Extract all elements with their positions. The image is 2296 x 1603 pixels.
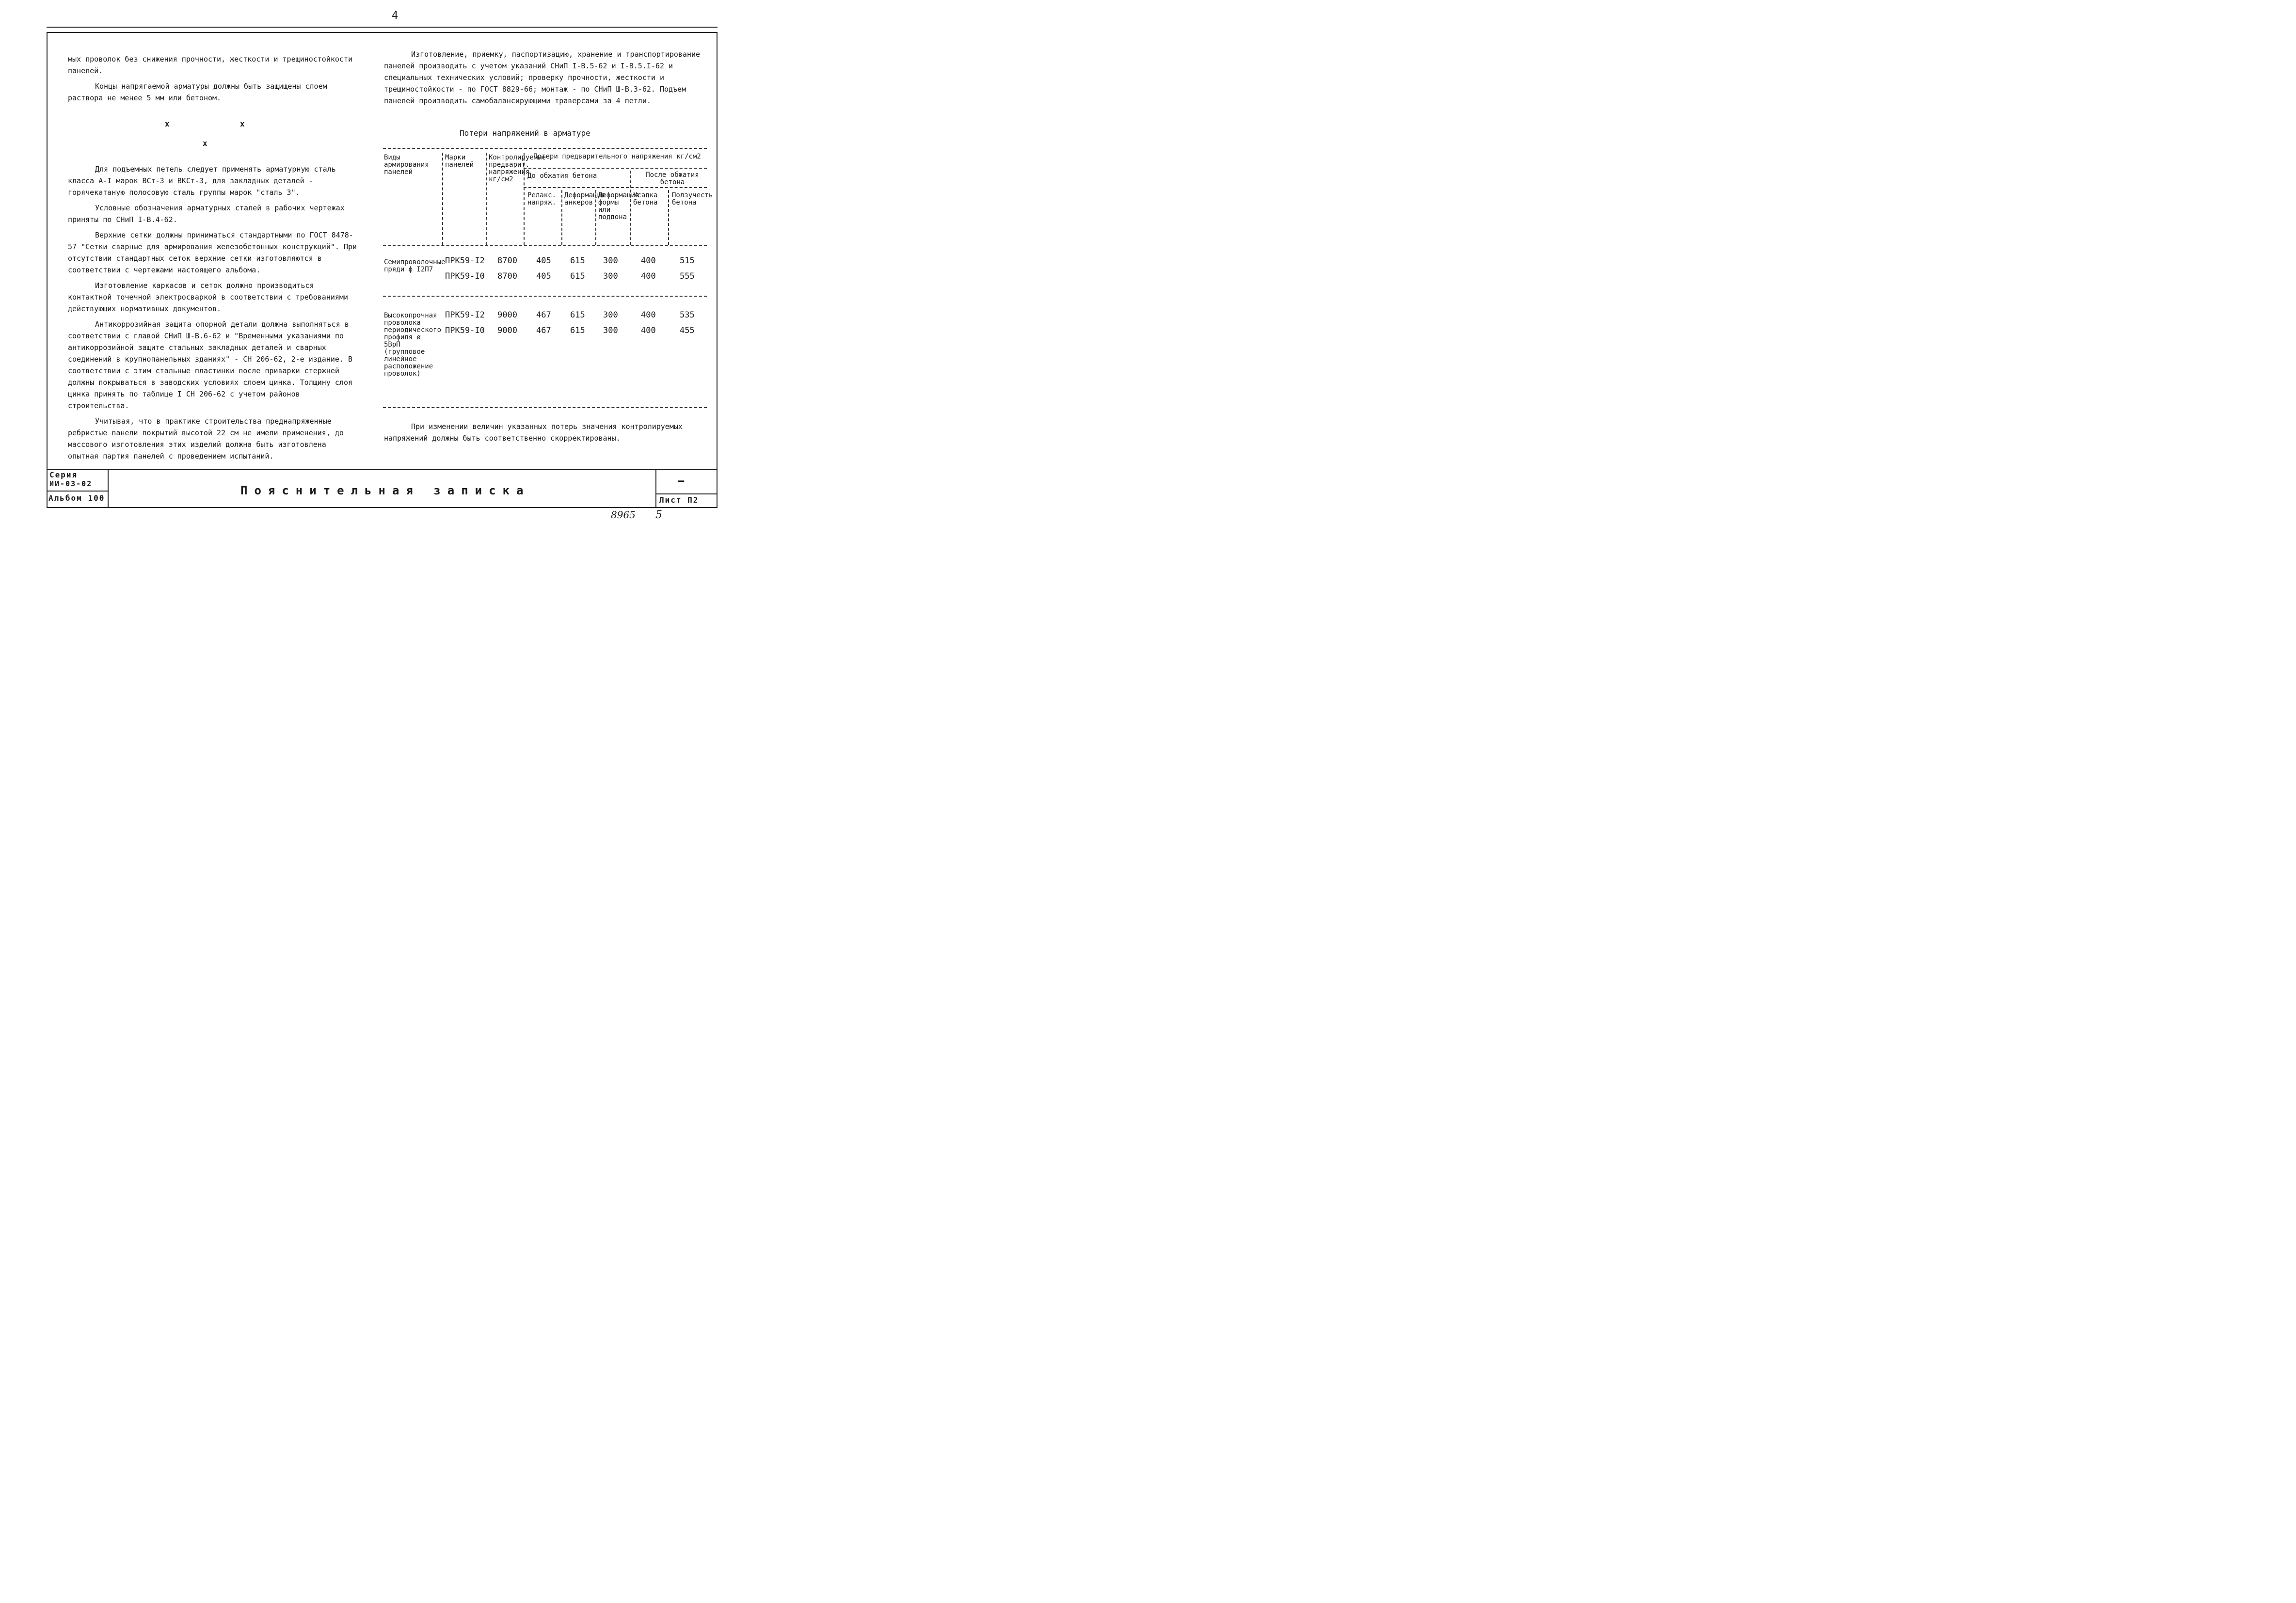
table-cell: 555 <box>680 271 695 281</box>
table-cell: 400 <box>641 256 656 266</box>
table-cell: 400 <box>641 310 656 320</box>
table-cell: ПРК59-I2 <box>445 256 485 266</box>
table-rule-bottom <box>383 407 707 408</box>
table-col-rule <box>561 190 562 245</box>
series-label: Серия <box>49 470 78 479</box>
header-before: До обжатия бетона <box>527 172 597 180</box>
table-rule-sub1 <box>524 168 707 169</box>
left-paragraph-5: Верхние сетки должны приниматься стандартными по ГОСТ 8478-57 "Сетки сварные для армирования железобетонных конструкций". При отсутствии стандартных сеток верхние сетки изготовляются в соответствии с чертежами настоящего альбома. <box>68 231 357 274</box>
header-relax: Релакс. напряж. <box>527 191 557 206</box>
top-border-line <box>47 27 718 28</box>
header-shrink: Усадка бетона <box>633 191 658 206</box>
handwritten-page: 5 <box>655 509 662 521</box>
left-paragraph-2: Концы напрягаемой арматуры должны быть защищены слоем раствора не менее 5 мм или бетоном. <box>68 82 327 102</box>
title-block-line <box>655 469 656 508</box>
table-col-rule <box>668 190 669 245</box>
separator-crosses <box>160 119 257 148</box>
header-anchor: Деформация анкеров <box>564 191 606 206</box>
table-cell: 300 <box>603 271 618 281</box>
table-cell: 615 <box>570 310 585 320</box>
left-paragraph-1: мых проволок без снижения прочности, жесткости и трещиностойкости панелей. <box>68 55 352 75</box>
left-paragraph-7: Антикоррозийная защита опорной детали должна выполняться в соответствии с главой СНиП Ш-В.6-62 и "Временными указаниями по антикоррозийной защите стальных закладных деталей и сварных соединений в крупнопанельных зданиях" - СН 206-62, 2-е издание. В соответствии с этим стальные пластинки после приварки стержней должны покрываться в заводских условиях слоем цинка. Толщину слоя цинка принять по таблице I СН 206-62 с учетом районов строительства. <box>68 320 352 410</box>
right-paragraph-1: Изготовление, приемку, паспортизацию, хранение и транспортирование панелей производить с учетом указаний СНиП I-В.5-62 и I-В.5.I-62 и специальных технических условий; проверку прочности, жесткости и трещиностойкости - по ГОСТ 8829-66; монтаж - по СНиП Ш-В.3-62. Подъем панелей производить самобалансирующими траверсами за 4 петли. <box>384 50 701 105</box>
table-rule-header-end <box>383 245 707 246</box>
table-footnote: При изменении величин указанных потерь значения контролируемых напряжений должны быть соответственно скорректированы. <box>384 422 683 443</box>
page-number: 4 <box>392 10 399 22</box>
left-paragraph-3: Для подъемных петель следует применять арматурную сталь класса А-I марок ВСт-3 и ВКСт-3, для закладных деталей - горячекатаную полосовую сталь группы марок "сталь 3". <box>68 165 336 197</box>
left-paragraph-8: Учитывая, что в практике строительства преднапряженные ребристые панели покрытий высотой 22 см не имели применения, до массового изготовления этих изделий должна быть изготовлена опытная партия панелей с проведением испытаний. <box>68 417 344 460</box>
table-cell: 467 <box>536 326 551 335</box>
table-cell: 9000 <box>497 310 517 320</box>
header-mark: Марки панелей <box>445 154 474 169</box>
header-form: Деформация формы или поддона <box>598 191 639 221</box>
table-cell: 400 <box>641 271 656 281</box>
album-label: Альбом 100 <box>48 493 105 503</box>
header-creep: Ползучесть бетона <box>672 191 713 206</box>
table-cell: 535 <box>680 310 695 320</box>
table-cell: 467 <box>536 310 551 320</box>
right-column <box>384 48 704 107</box>
group-1-type: Семипроволочные пряди ф I2П7 <box>384 258 446 273</box>
table-cell: 515 <box>680 256 695 266</box>
table-cell: ПРК59-I0 <box>445 326 485 335</box>
table-cell: 300 <box>603 256 618 266</box>
left-column-lower <box>68 163 359 462</box>
handwritten-number: 8965 <box>611 509 636 521</box>
table-rule-group <box>383 296 707 297</box>
table-col-rule <box>486 153 487 245</box>
table-cell: 615 <box>570 271 585 281</box>
table-cell: ПРК59-I0 <box>445 271 485 281</box>
cross-mark: x <box>165 119 170 128</box>
header-after: После обжатия бетона <box>646 171 699 186</box>
left-paragraph-4: Условные обозначения арматурных сталей в рабочих чертежах приняты по СНиП I-В.4-62. <box>68 204 345 224</box>
sheet-number: Лист П2 <box>659 495 699 505</box>
table-cell: 405 <box>536 271 551 281</box>
table-cell: 405 <box>536 256 551 266</box>
table-cell: 300 <box>603 326 618 335</box>
table-title: Потери напряжений в арматуре <box>460 128 590 138</box>
table-cell: 615 <box>570 326 585 335</box>
cross-mark: x <box>203 139 207 148</box>
table-rule-top <box>383 148 707 149</box>
table-rule-sub2 <box>524 187 707 188</box>
title-block-line <box>655 493 718 494</box>
table-cell: 455 <box>680 326 695 335</box>
title-block-line <box>108 469 109 508</box>
group-2-type: Высокопрочная проволока периодического профиля ø 5ВрП (групповое линейное расположение проволок) <box>384 312 442 378</box>
table-col-rule <box>630 171 631 245</box>
table-col-rule <box>442 153 443 245</box>
sheet-dash: — <box>678 475 686 487</box>
table-cell: 8700 <box>497 271 517 281</box>
table-cell: 9000 <box>497 326 517 335</box>
title-block-line <box>47 491 108 492</box>
table-cell: 400 <box>641 326 656 335</box>
table-cell: 615 <box>570 256 585 266</box>
title-block-line <box>47 469 718 470</box>
left-column <box>68 53 359 104</box>
document-title: Пояснительная записка <box>240 484 530 497</box>
header-control: Контролируемые предварит. напряжения кг/см2 <box>489 154 546 183</box>
header-type: Виды армирования панелей <box>384 154 429 176</box>
header-losses: Потери предварительного напряжения кг/см2 <box>533 153 701 160</box>
series-value: ИИ-03-02 <box>49 479 93 488</box>
cross-mark: x <box>240 119 245 128</box>
table-cell: 8700 <box>497 256 517 266</box>
table-cell: 300 <box>603 310 618 320</box>
left-paragraph-6: Изготовление каркасов и сеток должно производиться контактной точечной электросваркой в соответствии с требованиями действующих нормативных документов. <box>68 281 348 313</box>
table-cell: ПРК59-I2 <box>445 310 485 320</box>
